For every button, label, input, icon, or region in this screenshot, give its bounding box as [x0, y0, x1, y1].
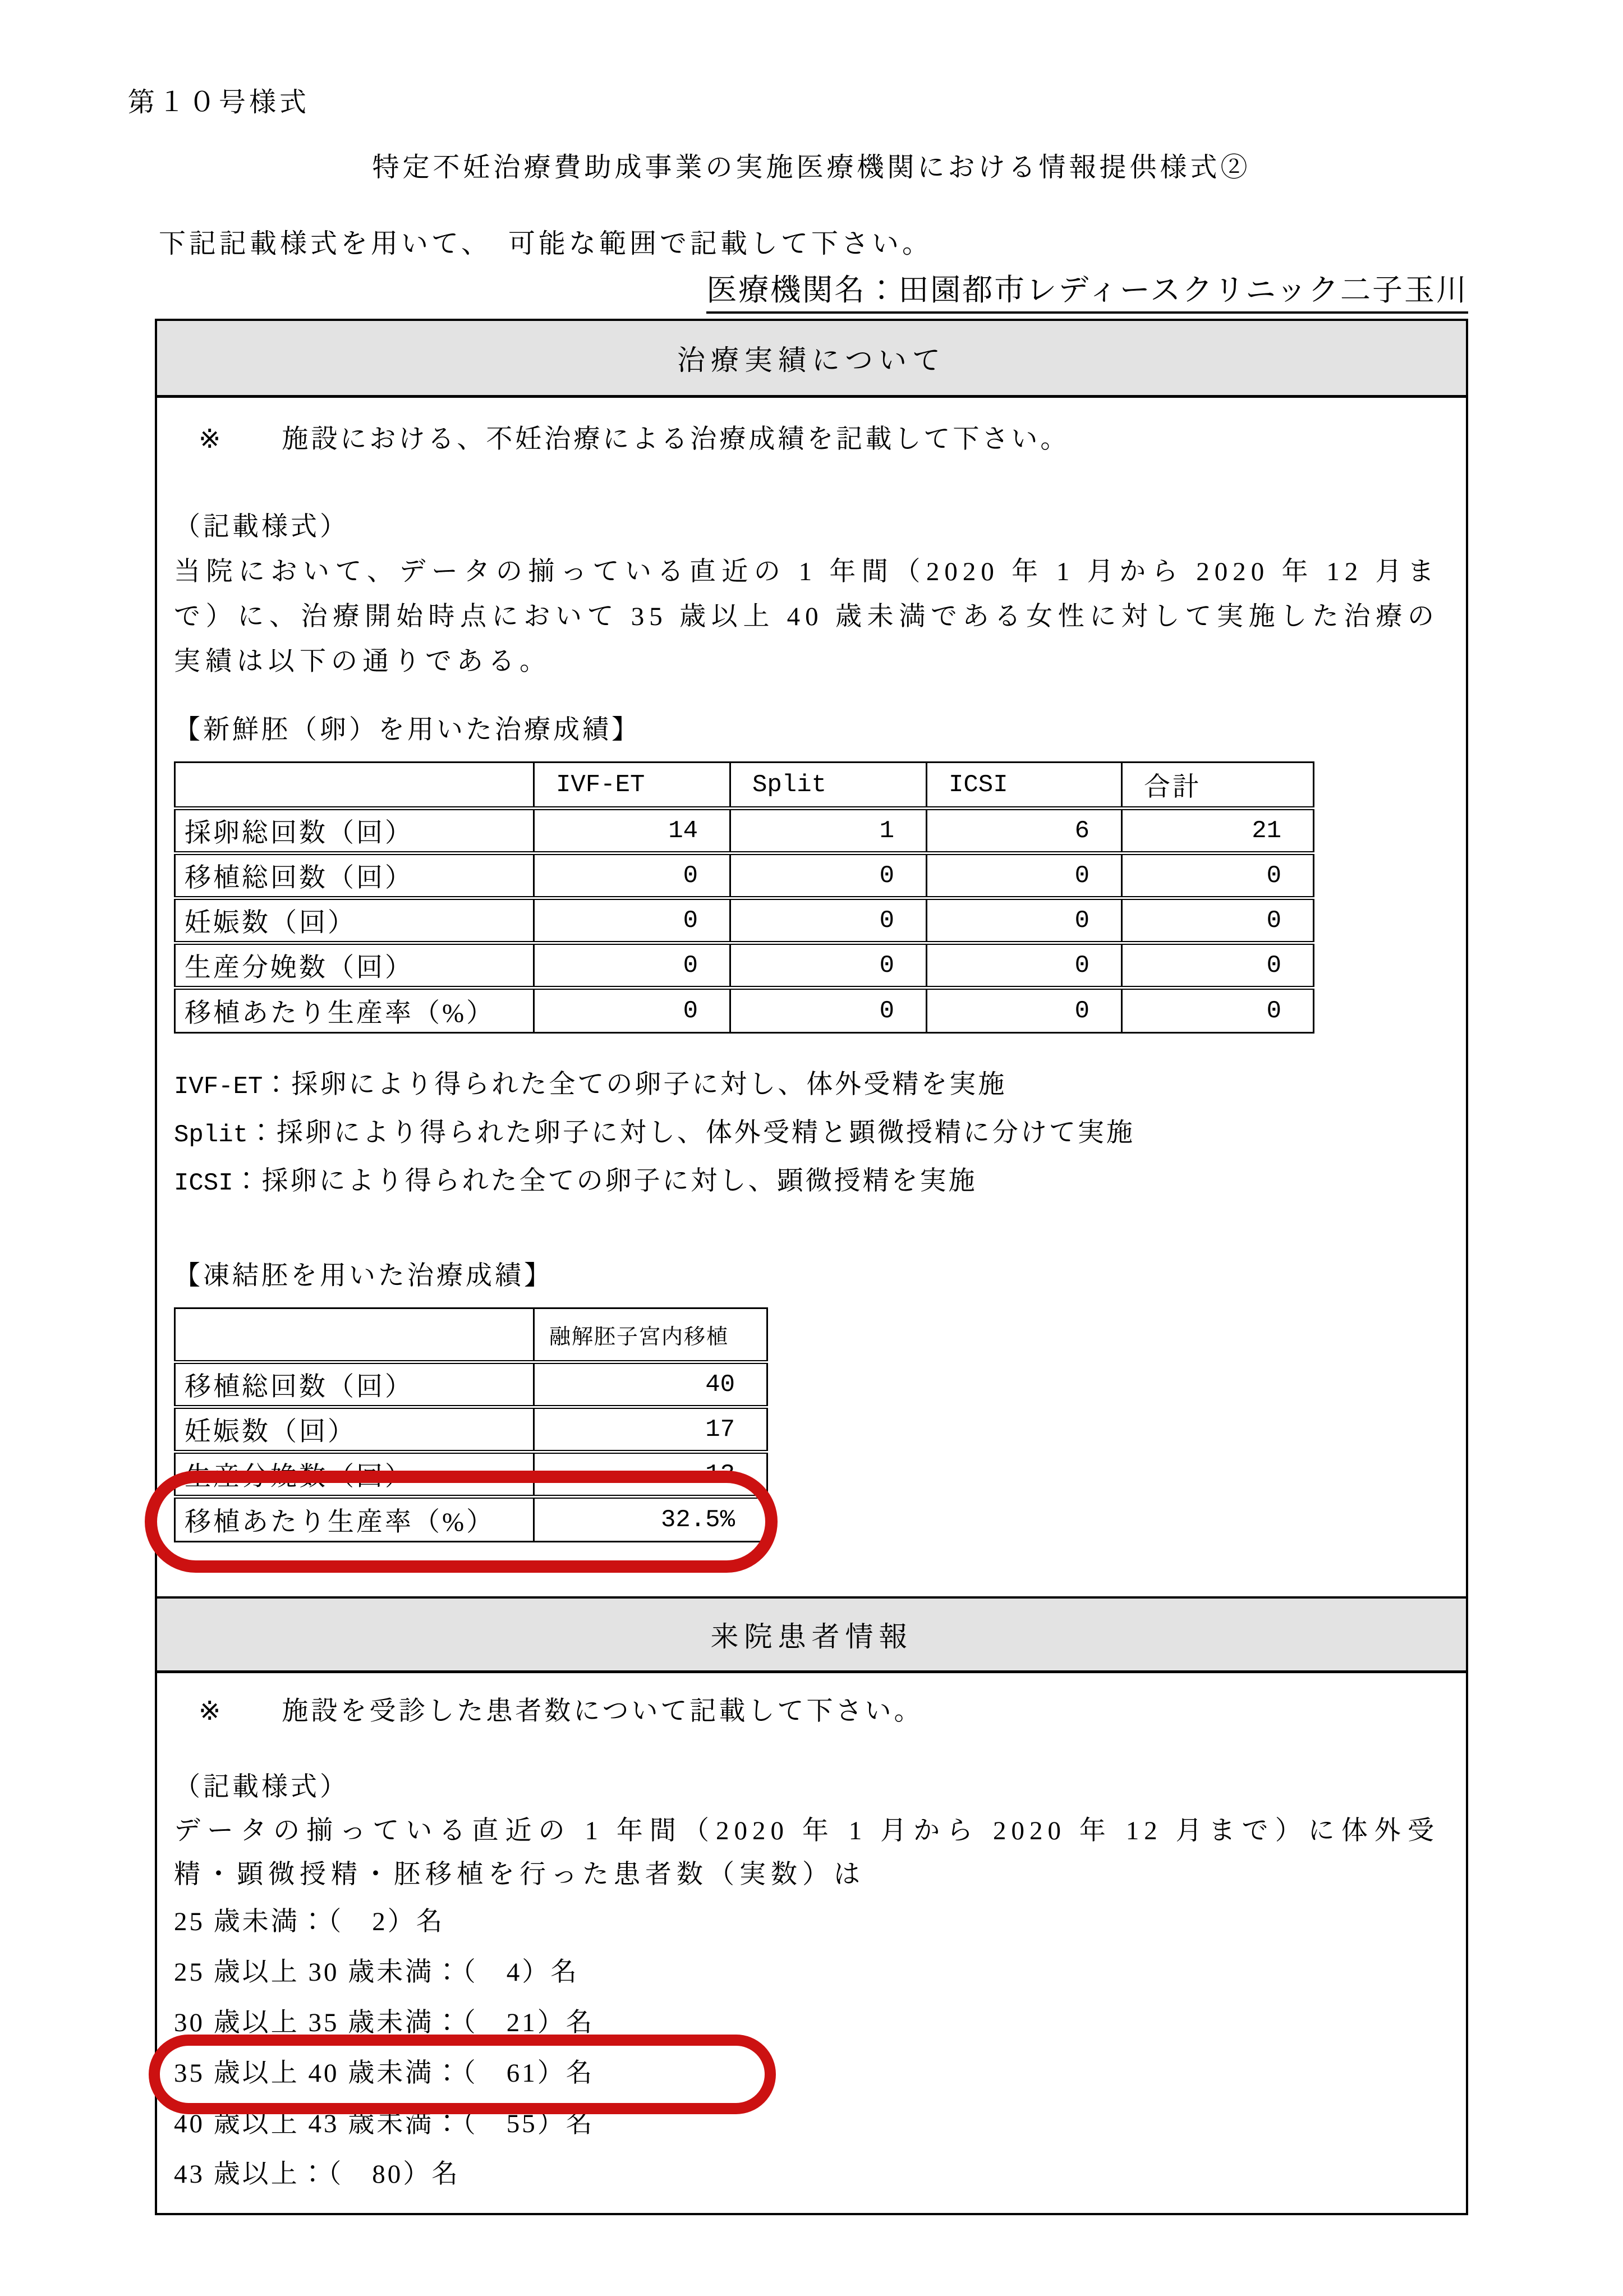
- fresh-value: 0: [1122, 898, 1314, 943]
- fresh-row-label: 移植総回数（回）: [175, 853, 534, 898]
- fresh-value: 0: [730, 988, 927, 1033]
- fresh-value: 0: [730, 853, 927, 898]
- fresh-value: 0: [1122, 988, 1314, 1033]
- treatment-results-content: [157, 398, 1466, 1596]
- frozen-col-thawed-transfer: 融解胚子宮内移植: [534, 1308, 767, 1362]
- frozen-row-label: 生産分娩数（回）: [175, 1452, 534, 1497]
- note-mark: ※: [199, 1697, 224, 1726]
- definition-term: IVF-ET: [174, 1073, 263, 1101]
- fresh-table-title: 【新鮮胚（卵）を用いた治療成績】: [174, 715, 641, 745]
- frozen-row-label: 移植総回数（回）: [175, 1362, 534, 1407]
- table-row: [175, 1452, 767, 1497]
- definition-desc: ：採卵により得られた全ての卵子に対し、顕微授精を実施: [233, 1167, 977, 1196]
- fresh-value: 0: [534, 943, 730, 988]
- fresh-value: 0: [534, 988, 730, 1033]
- table-row: [175, 809, 1314, 853]
- table-row: [175, 1407, 767, 1452]
- fresh-value: 0: [730, 898, 927, 943]
- fresh-value: 0: [927, 943, 1122, 988]
- definition-desc: ：採卵により得られた卵子に対し、体外受精と顕微授精に分けて実施: [248, 1118, 1135, 1147]
- age-line-25-30: 25 歳以上 30 歳未満：（ 4）名: [174, 1958, 580, 1987]
- patient-note-line: [199, 1689, 1439, 1734]
- fresh-value: 0: [730, 943, 927, 988]
- fresh-row-label: 妊娠数（回）: [175, 898, 534, 943]
- frozen-value: 40: [534, 1362, 767, 1407]
- fresh-col-total: 合計: [1122, 763, 1314, 809]
- frozen-table-header-row: [175, 1308, 767, 1362]
- institution-label: 医療機関名：: [706, 273, 899, 307]
- frozen-value: 17: [534, 1407, 767, 1452]
- patient-info-band-title: 来院患者情報: [710, 1621, 913, 1652]
- fresh-col-ivfet: IVF-ET: [534, 763, 730, 809]
- method-definitions: [174, 1062, 1439, 1206]
- fresh-value: 0: [534, 853, 730, 898]
- institution-name: 田園都市レディースクリニック二子玉川: [898, 273, 1468, 307]
- fresh-value: 0: [927, 898, 1122, 943]
- fresh-table-header-row: [175, 763, 1314, 809]
- format-style-label: （記載様式）: [174, 1772, 349, 1802]
- patient-note-text: 施設を受診した患者数について記載して下さい。: [282, 1697, 923, 1726]
- fresh-value: 0: [1122, 943, 1314, 988]
- treatment-paragraph: 当院において、データの揃っている直近の 1 年間（2020 年 1 月から 2020 年 12 月まで）に、治療開始時点において 35 歳以上 40 歳未満である女性に対して実施した治療の実績は以下の通りである。: [174, 557, 1439, 676]
- fresh-row-label: 生産分娩数（回）: [175, 943, 534, 988]
- fresh-value: 0: [534, 898, 730, 943]
- institution-line: [155, 269, 1468, 311]
- table-row-highlighted: [175, 1497, 767, 1542]
- age-line-40-43: 40 歳以上 43 歳未満：（ 55）名: [174, 2109, 595, 2138]
- fresh-row-label: 移植あたり生産率（%）: [175, 988, 534, 1033]
- fresh-value: 0: [927, 988, 1122, 1033]
- table-row: [175, 898, 1314, 943]
- table-row: [175, 988, 1314, 1033]
- definition-icsi: [174, 1158, 1439, 1206]
- age-line-under-25: 25 歳未満：（ 2）名: [174, 1907, 445, 1936]
- patient-info-content: [157, 1673, 1466, 2213]
- frozen-row-label: 移植あたり生産率（%）: [175, 1497, 534, 1542]
- fresh-embryo-table: [174, 761, 1314, 1034]
- definition-desc: ：採卵により得られた全ての卵子に対し、体外受精を実施: [263, 1070, 1007, 1099]
- fresh-col-split: Split: [730, 763, 927, 809]
- fresh-value: 14: [534, 809, 730, 853]
- frozen-row-label: 妊娠数（回）: [175, 1407, 534, 1452]
- definition-split: [174, 1110, 1439, 1158]
- definition-term: Split: [174, 1121, 249, 1149]
- treatment-results-band: [157, 321, 1466, 398]
- main-box: [155, 319, 1468, 2215]
- patient-paragraph: データの揃っている直近の 1 年間（2020 年 1 月から 2020 年 12 月まで）に体外受精・顕微授精・胚移植を行った患者数（実数）は: [174, 1816, 1439, 1889]
- format-style-label: （記載様式）: [174, 512, 349, 541]
- fresh-col-icsi: ICSI: [927, 763, 1122, 809]
- fresh-value: 0: [927, 853, 1122, 898]
- table-row: [175, 1362, 767, 1407]
- frozen-header-empty-cell: [175, 1308, 534, 1362]
- fresh-value: 1: [730, 809, 927, 853]
- fresh-row-label: 採卵総回数（回）: [175, 809, 534, 853]
- frozen-table-title: 【凍結胚を用いた治療成績】: [174, 1261, 553, 1291]
- patient-info-band: [157, 1596, 1466, 1673]
- definition-ivfet: [174, 1062, 1439, 1110]
- note-mark: ※: [199, 425, 224, 454]
- frozen-value: 13: [534, 1452, 767, 1497]
- frozen-embryo-table: [174, 1307, 768, 1542]
- usage-instruction: 下記記載様式を用いて、 可能な範囲で記載して下さい。: [159, 229, 933, 259]
- fresh-value: 21: [1122, 809, 1314, 853]
- age-line-30-35: 30 歳以上 35 歳未満：（ 21）名: [174, 2008, 595, 2037]
- treatment-note-text: 施設における、不妊治療による治療成績を記載して下さい。: [282, 425, 1070, 454]
- table-row: [175, 853, 1314, 898]
- document-title: 特定不妊治療費助成事業の実施医療機関における情報提供様式②: [372, 153, 1251, 182]
- fresh-value: 6: [927, 809, 1122, 853]
- frozen-value: 32.5%: [534, 1497, 767, 1542]
- treatment-note-line: [199, 417, 1439, 462]
- age-line-35-40: 35 歳以上 40 歳未満：（ 61）名: [174, 2048, 847, 2098]
- definition-term: ICSI: [174, 1169, 233, 1197]
- fresh-header-empty-cell: [175, 763, 534, 809]
- treatment-results-band-title: 治療実績について: [677, 345, 946, 376]
- form-number: 第１０号様式: [128, 88, 310, 117]
- fresh-value: 0: [1122, 853, 1314, 898]
- age-line-over-43: 43 歳以上：（ 80）名: [174, 2160, 461, 2189]
- table-row: [175, 943, 1314, 988]
